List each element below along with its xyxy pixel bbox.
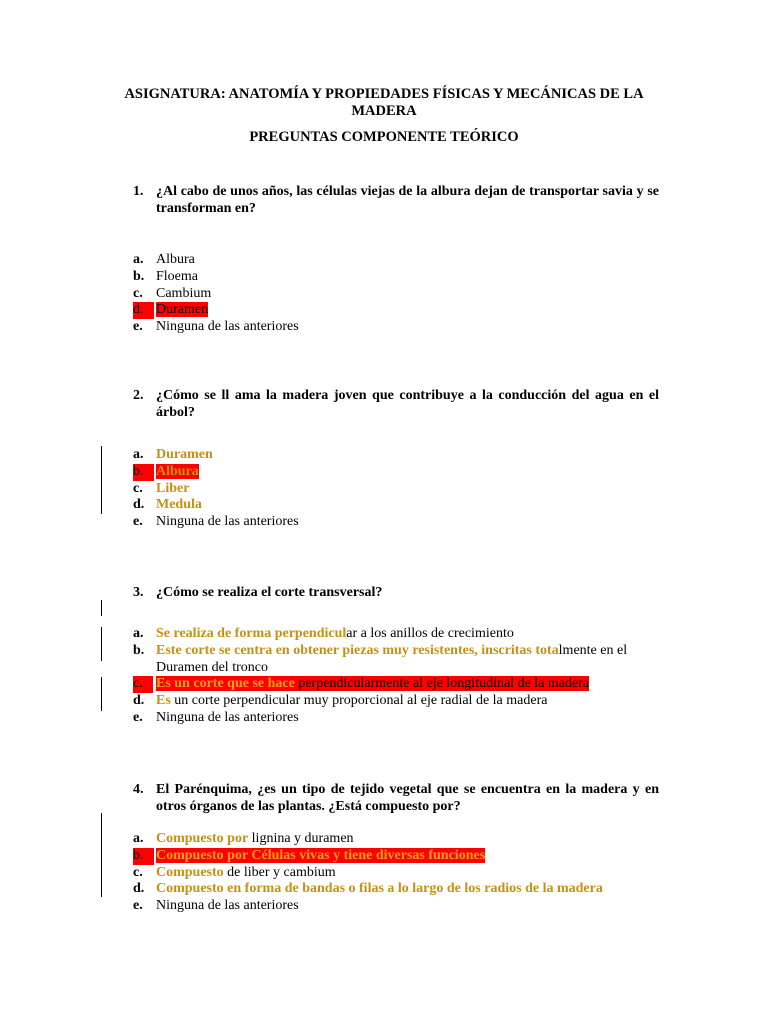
option-text: Albura — [156, 463, 199, 479]
question-4 — [133, 781, 659, 815]
change-bar — [101, 677, 102, 711]
option-text-emphasis: Compuesto por Células vivas y tiene diversas funciones — [156, 847, 486, 863]
page-subtitle: PREGUNTAS COMPONENTE TEÓRICO — [249, 129, 519, 145]
question-number: 3. — [133, 585, 144, 600]
question-1 — [133, 183, 659, 217]
option-d — [133, 693, 663, 710]
option-letter: b. — [133, 848, 154, 865]
option-text: Floema — [156, 268, 198, 284]
option-letter: e. — [133, 514, 143, 530]
question-number: 2. — [133, 388, 144, 403]
option-text-emphasis: Compuesto — [156, 864, 224, 880]
option-a — [133, 831, 663, 848]
option-text-emphasis: Compuesto en forma de bandas o filas a lo largo de los radios de la madera — [156, 881, 603, 897]
option-text: Medula — [156, 497, 202, 513]
option-c — [133, 865, 663, 882]
option-text: Liber — [156, 480, 190, 496]
option-text: lmente en el Duramen del tronco — [156, 642, 628, 675]
option-text: Ninguna de las anteriores — [156, 898, 299, 914]
question-text: El Parénquima, ¿es un tipo de tejido vegetal que se encuentra en la madera y en otros órganos de las plantas. ¿Está compuesto por? — [156, 782, 659, 814]
option-letter: b. — [133, 268, 145, 284]
option-letter: a. — [133, 626, 144, 641]
option-d — [133, 881, 663, 898]
change-bar — [101, 813, 102, 897]
option-c — [133, 481, 663, 498]
option-text: Cambium — [156, 285, 212, 301]
question-2 — [133, 387, 659, 421]
option-text-emphasis: Compuesto por — [156, 831, 249, 846]
option-text-emphasis: Este corte se centra en obtener piezas muy resistentes, inscritas tota — [156, 642, 559, 658]
option-text: Duramen — [156, 302, 209, 318]
option-e — [133, 319, 663, 336]
option-letter: d. — [133, 302, 154, 319]
option-text: perpendicularmente al eje longitudinal de la madera — [294, 676, 590, 692]
option-text: Ninguna de las anteriores — [156, 319, 299, 335]
question-3 — [133, 584, 659, 601]
option-letter: a. — [133, 447, 144, 462]
option-text: Duramen — [156, 447, 213, 462]
options-1 — [133, 252, 663, 336]
option-letter: d. — [133, 497, 145, 513]
option-a — [133, 252, 663, 269]
change-bar — [101, 600, 102, 616]
question-number: 4. — [133, 782, 144, 797]
option-e — [133, 514, 663, 531]
option-letter: b. — [133, 642, 145, 658]
option-b-highlighted — [133, 464, 663, 481]
option-letter: a. — [133, 831, 144, 846]
option-letter: c. — [133, 480, 143, 496]
option-text: un corte perpendicular muy proporcional al eje radial de la madera — [170, 693, 548, 709]
option-c-highlighted — [133, 676, 663, 693]
option-letter: d. — [133, 881, 145, 897]
option-text: Albura — [156, 252, 195, 267]
option-text-emphasis: Se realiza de forma perpendicul — [156, 626, 347, 641]
option-text: lignina y duramen — [248, 831, 354, 846]
change-bar — [101, 446, 102, 514]
option-text: de liber y cambium — [223, 864, 336, 880]
option-letter: e. — [133, 709, 143, 725]
option-b — [133, 269, 663, 286]
options-4 — [133, 831, 663, 915]
question-text: ¿Cómo se realiza el corte transversal? — [156, 585, 383, 600]
option-text: ar a los anillos de crecimiento — [346, 626, 514, 641]
option-letter: c. — [133, 864, 143, 880]
option-letter: a. — [133, 252, 144, 267]
question-number: 1. — [133, 184, 144, 199]
option-text-emphasis: Es — [156, 693, 171, 709]
change-bar — [101, 627, 102, 661]
option-d — [133, 497, 663, 514]
option-letter: b. — [133, 464, 154, 481]
option-c — [133, 286, 663, 303]
option-text: Ninguna de las anteriores — [156, 709, 299, 725]
option-e — [133, 898, 663, 915]
option-text-emphasis: Es un corte que se hace — [156, 676, 295, 692]
options-2 — [133, 447, 663, 531]
option-letter: d. — [133, 693, 145, 709]
option-d-highlighted — [133, 302, 663, 319]
option-letter: c. — [133, 676, 153, 693]
option-b-highlighted — [133, 848, 663, 865]
option-a — [133, 626, 663, 643]
option-a — [133, 447, 663, 464]
option-letter: c. — [133, 285, 143, 301]
question-text: ¿Al cabo de unos años, las células viejas de la albura dejan de transportar savia y se transforman en? — [156, 184, 659, 216]
question-text: ¿Cómo se ll ama la madera joven que contribuye a la conducción del agua en el árbol? — [156, 388, 659, 420]
option-letter: e. — [133, 898, 143, 914]
option-e — [133, 710, 663, 727]
page-title: ASIGNATURA: ANATOMÍA Y PROPIEDADES FÍSICAS Y MECÁNICAS DE LA MADERA — [124, 86, 644, 119]
option-b — [133, 643, 663, 677]
option-letter: e. — [133, 319, 143, 335]
option-text: Ninguna de las anteriores — [156, 514, 299, 530]
options-3 — [133, 626, 663, 727]
